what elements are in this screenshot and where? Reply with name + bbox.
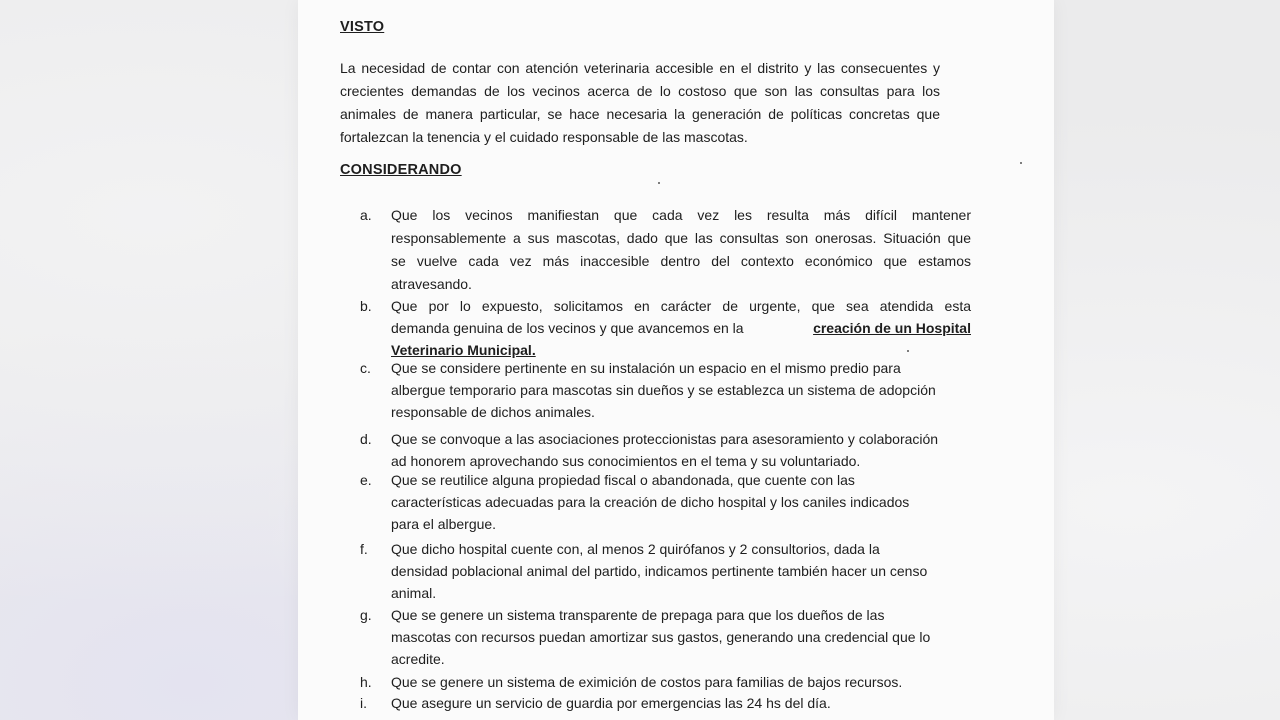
list-item-body: [391, 295, 971, 361]
item-b-line-2: [391, 317, 971, 339]
item-h-line-1: Que se genere un sistema de eximición de costos para familias de bajos recursos.: [391, 674, 903, 690]
visto-line-1: La necesidad de contar con atención veterinaria accesible en el distrito y las consecuentes y: [340, 60, 940, 76]
scan-speck: [907, 350, 909, 352]
list-item-body: [391, 204, 971, 296]
item-a-line-1: Que los vecinos manifiestan que cada vez les resulta más difícil mantener: [391, 207, 971, 223]
item-g-line-2: mascotas con recursos puedan amortizar sus gastos, generando una credencial que lo: [391, 629, 931, 645]
item-a-line-4: atravesando.: [391, 276, 472, 292]
item-f-line-1: Que dicho hospital cuente con, al menos 2 quirófanos y 2 consultorios, dada la: [391, 541, 880, 557]
item-d-line-2: ad honorem aprovechando sus conocimientos en el tema y su voluntariado.: [391, 453, 861, 469]
item-i-line-1: Que asegure un servicio de guardia por emergencias las 24 hs del día.: [391, 695, 831, 711]
visto-line-4: fortalezcan la tenencia y el cuidado responsable de las mascotas.: [340, 129, 748, 145]
list-item-letter: d.: [360, 431, 372, 447]
list-item-letter: b.: [360, 298, 372, 314]
hospital-emphasis-part-2: Veterinario Municipal.: [391, 342, 536, 358]
item-d-line-1: Que se convoque a las asociaciones proteccionistas para asesoramiento y colaboración: [391, 431, 939, 447]
item-e-line-1: Que se reutilice alguna propiedad fiscal o abandonada, que cuente con las: [391, 472, 855, 488]
item-e-line-2: características adecuadas para la creación de dicho hospital y los caniles indicados: [391, 494, 910, 510]
list-item-letter: i.: [360, 695, 367, 711]
scan-speck: [658, 182, 660, 184]
item-b-line-1: Que por lo expuesto, solicitamos en carácter de urgente, que sea atendida esta: [391, 298, 971, 314]
item-g-line-3: acredite.: [391, 651, 445, 667]
list-item-letter: c.: [360, 360, 371, 376]
item-g-line-1: Que se genere un sistema transparente de prepaga para que los dueños de las: [391, 607, 885, 623]
item-f-line-3: animal.: [391, 585, 437, 601]
item-e-line-3: para el albergue.: [391, 516, 497, 532]
list-item-body: [391, 357, 971, 423]
list-item-body: [391, 469, 971, 535]
considerando-heading: CONSIDERANDO: [340, 162, 462, 178]
item-c-line-2: albergue temporario para mascotas sin dueños y se establezca un sistema de adopción: [391, 382, 936, 398]
item-c-line-3: responsable de dichos animales.: [391, 404, 595, 420]
item-b-line-2-text: demanda genuina de los vecinos y que avancemos en la: [391, 320, 744, 336]
visto-line-3: animales de manera particular, se hace necesaria la generación de políticas concretas que: [340, 106, 940, 122]
list-item-letter: e.: [360, 472, 372, 488]
list-item-letter: h.: [360, 674, 372, 690]
list-item-body: [391, 428, 971, 472]
list-item-letter: a.: [360, 207, 372, 223]
item-c-line-1: Que se considere pertinente en su instalación un espacio en el mismo predio para: [391, 360, 901, 376]
list-item-body: [391, 604, 971, 670]
list-item-body: [391, 538, 971, 604]
item-a-line-3: se vuelve cada vez más inaccesible dentro del contexto económico que estamos: [391, 253, 971, 269]
scan-speck: [1020, 162, 1022, 164]
item-a-line-2: responsablemente a sus mascotas, dado que las consultas son onerosas. Situación que: [391, 230, 971, 246]
item-f-line-2: densidad poblacional animal del partido, indicamos pertinente también hacer un censo: [391, 563, 928, 579]
list-item-letter: f.: [360, 541, 368, 557]
visto-paragraph: [340, 57, 940, 149]
visto-heading: VISTO: [340, 19, 385, 35]
list-item-body: [391, 671, 971, 693]
list-item-letter: g.: [360, 607, 372, 623]
list-item-body: [391, 692, 971, 714]
document-page: [298, 0, 1054, 720]
hospital-emphasis-part-1: creación de un Hospital: [813, 320, 971, 336]
visto-line-2: crecientes demandas de los vecinos acerca de lo costoso que son las consultas para los: [340, 83, 940, 99]
